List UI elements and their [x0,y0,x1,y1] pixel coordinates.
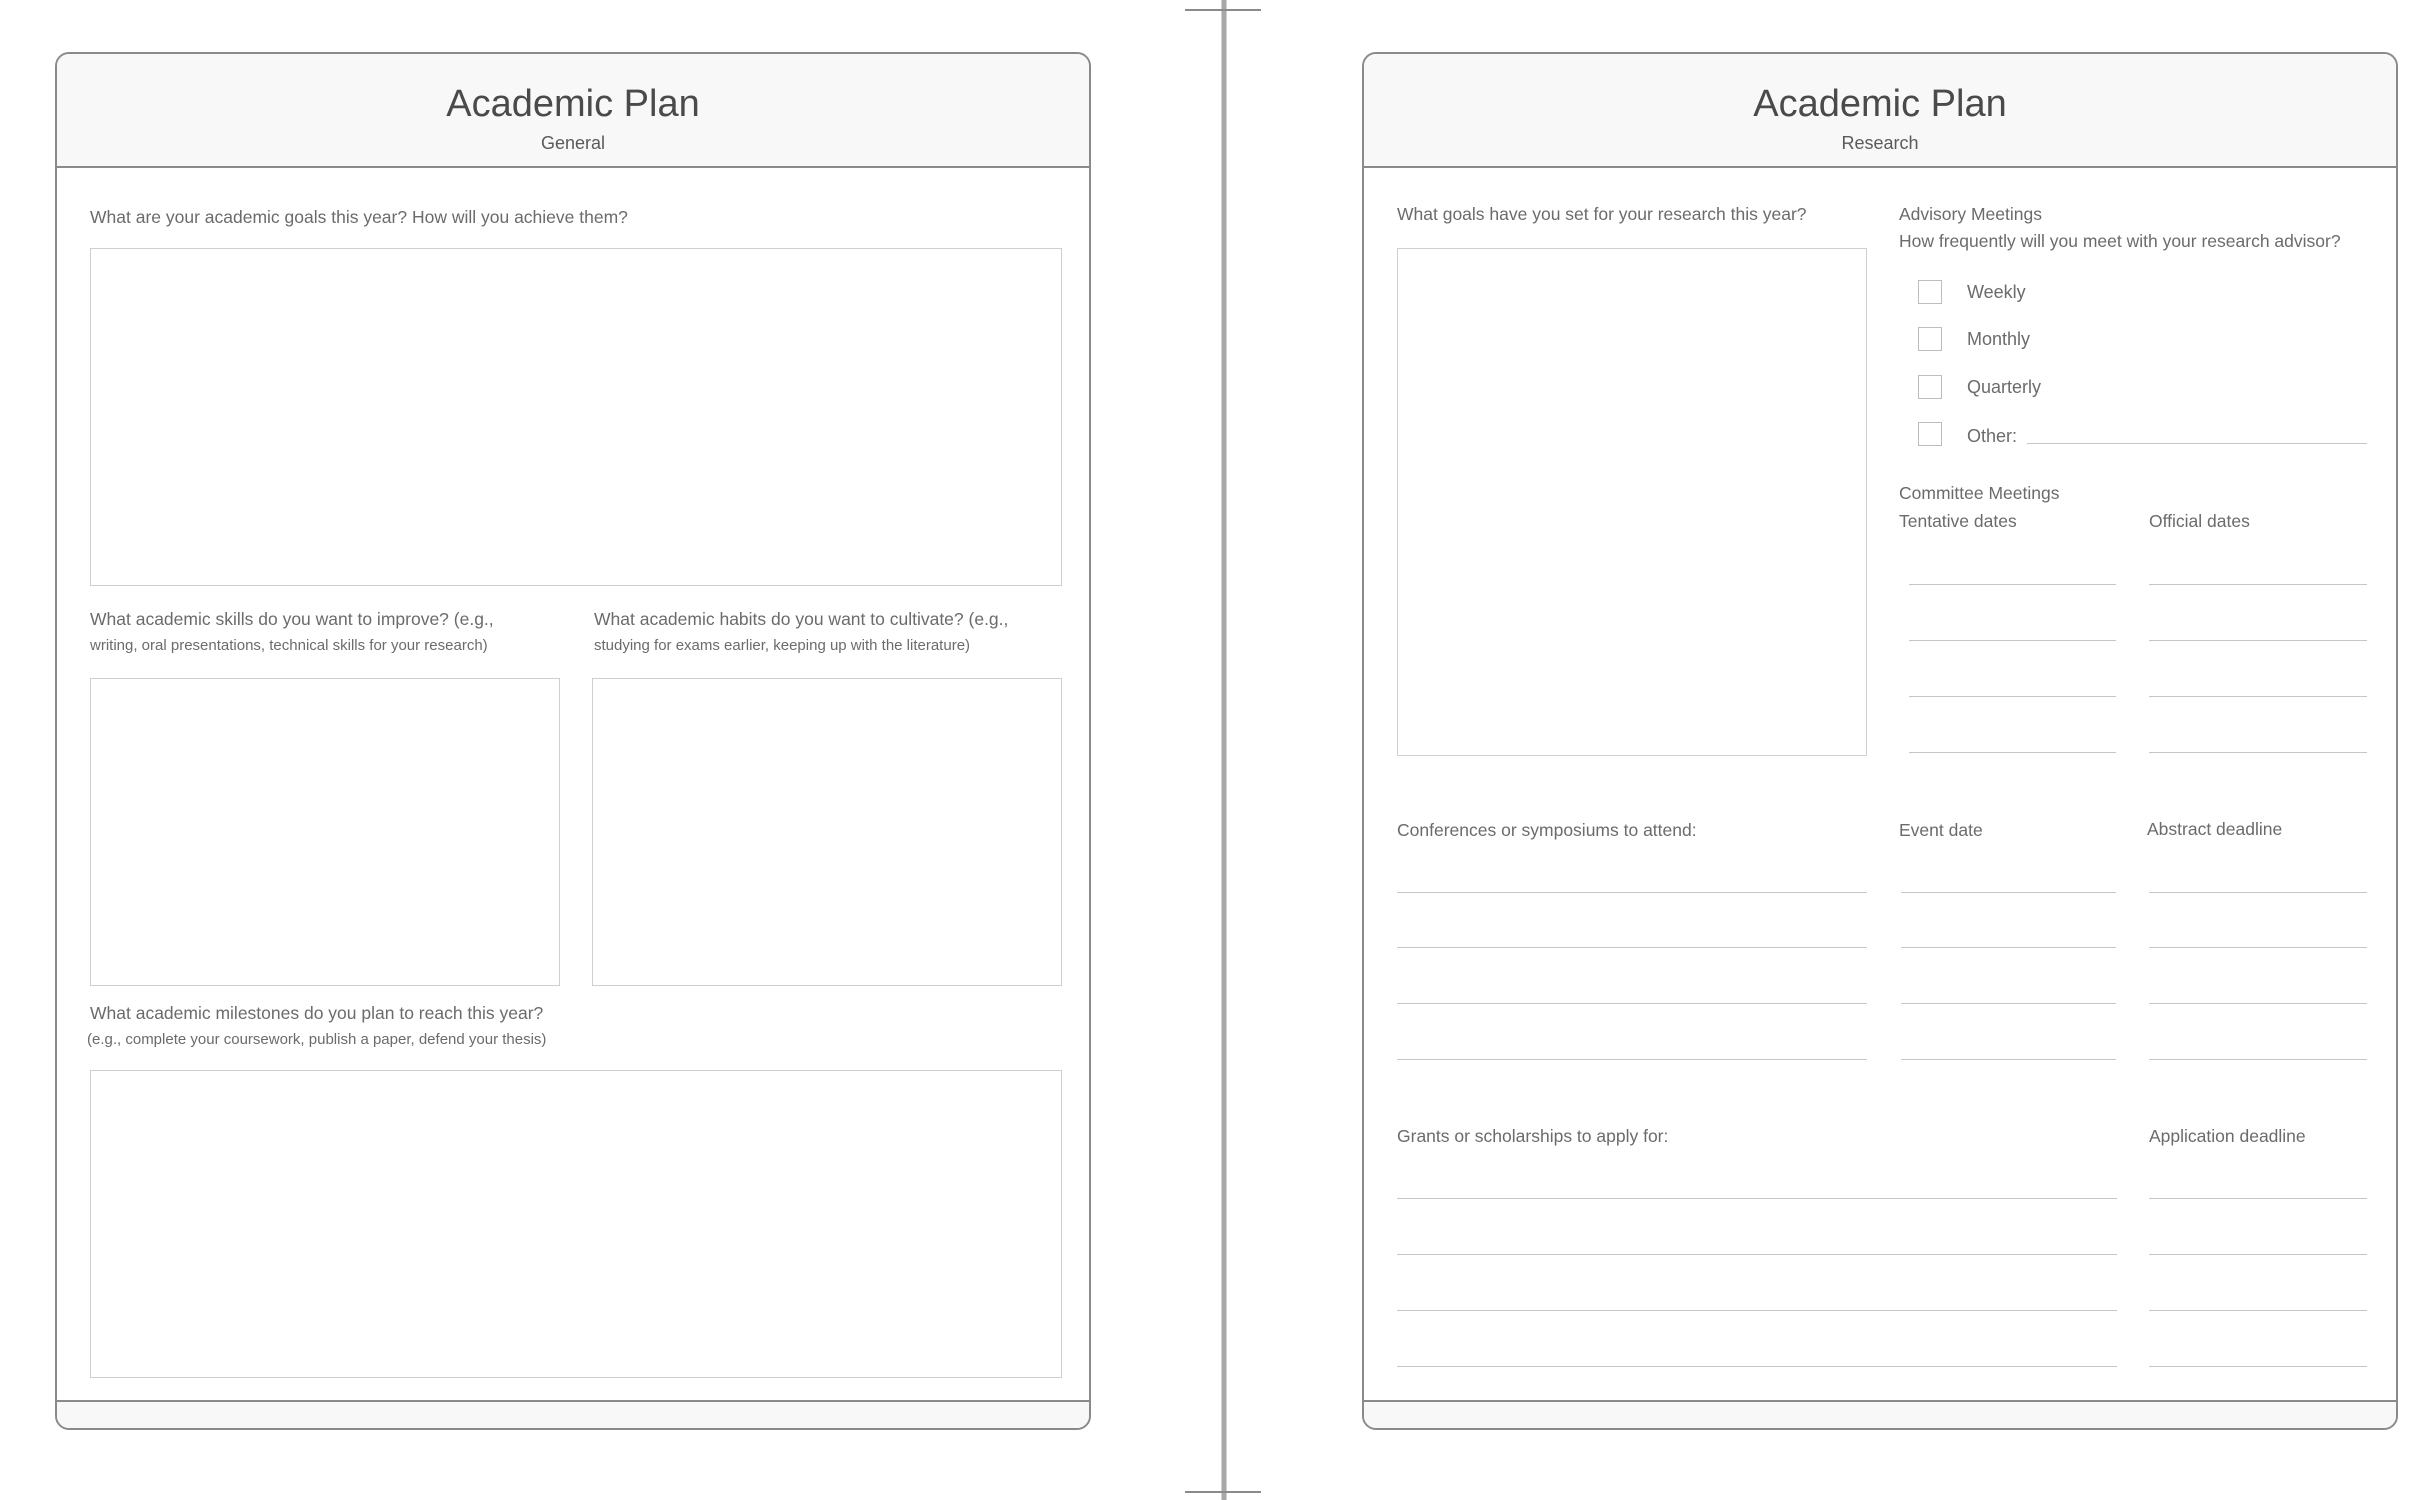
abstract-deadline-line[interactable] [2149,892,2367,893]
grants-label: Grants or scholarships to apply for: [1397,1126,1669,1146]
official-date-line[interactable] [2149,696,2367,697]
grant-line[interactable] [1397,1254,2117,1255]
monthly-checkbox[interactable] [1918,327,1942,351]
other-option-label: Other: [1967,426,2018,446]
official-dates-label: Official dates [2149,511,2250,531]
application-deadline-line[interactable] [2149,1198,2367,1199]
conferences-label: Conferences or symposiums to attend: [1397,820,1697,840]
other-write-in-line[interactable] [2027,443,2367,444]
conference-line[interactable] [1397,1003,1867,1004]
official-date-line[interactable] [2149,752,2367,753]
page-header [57,54,1089,168]
abstract-deadline-line[interactable] [2149,947,2367,948]
quarterly-checkbox[interactable] [1918,375,1942,399]
page-subtitle: Research [1841,133,1919,153]
academic-goals-question: What are your academic goals this year? How will you achieve them? [90,207,628,227]
conference-line[interactable] [1397,947,1867,948]
research-goals-question: What goals have you set for your research this year? [1397,204,1807,224]
spine-bottom-tick [1185,1491,1261,1493]
research-goals-answer-box[interactable] [1397,248,1867,756]
tentative-dates-label: Tentative dates [1899,511,2017,531]
grant-line[interactable] [1397,1366,2117,1367]
official-date-line[interactable] [2149,640,2367,641]
research-plan-page [1362,52,2398,1430]
page-subtitle: General [540,133,606,153]
page-title: Academic Plan [1753,83,2007,125]
application-deadline-label: Application deadline [2149,1126,2306,1146]
quarterly-option-label: Quarterly [1967,377,2042,397]
official-date-line[interactable] [2149,584,2367,585]
event-date-line[interactable] [1901,1059,2116,1060]
page-title: Academic Plan [446,83,700,125]
abstract-deadline-line[interactable] [2149,1059,2367,1060]
grant-line[interactable] [1397,1310,2117,1311]
habits-question-line2: studying for exams earlier, keeping up with the literature) [594,637,971,654]
milestones-question-line1: What academic milestones do you plan to reach this year? [90,1003,544,1023]
grant-line[interactable] [1397,1198,2117,1199]
committee-meetings-heading: Committee Meetings [1899,483,2060,503]
tentative-date-line[interactable] [1909,584,2116,585]
weekly-option-label: Weekly [1967,282,2026,302]
skills-question-line1: What academic skills do you want to improve? (e.g., [90,609,494,629]
abstract-deadline-label: Abstract deadline [2147,819,2283,839]
conference-line[interactable] [1397,892,1867,893]
milestones-question-line2: (e.g., complete your coursework, publish a paper, defend your thesis) [87,1031,547,1048]
advisory-meetings-question: How frequently will you meet with your research advisor? [1899,231,2341,251]
spine-top-tick [1185,9,1261,11]
event-date-line[interactable] [1901,1003,2116,1004]
monthly-option-label: Monthly [1967,329,2031,349]
page-footer [1364,1400,2396,1428]
event-date-label: Event date [1899,820,1983,840]
tentative-date-line[interactable] [1909,696,2116,697]
event-date-line[interactable] [1901,892,2116,893]
advisory-meetings-heading: Advisory Meetings [1899,204,2042,224]
abstract-deadline-line[interactable] [2149,1003,2367,1004]
skills-answer-box[interactable] [90,678,560,986]
binder-spine [1221,0,1227,1500]
page-header [1364,54,2396,168]
habits-question-line1: What academic habits do you want to cultivate? (e.g., [594,609,1009,629]
event-date-line[interactable] [1901,947,2116,948]
weekly-checkbox[interactable] [1918,280,1942,304]
habits-answer-box[interactable] [592,678,1062,986]
milestones-answer-box[interactable] [90,1070,1062,1378]
tentative-date-line[interactable] [1909,752,2116,753]
general-plan-page [55,52,1091,1430]
application-deadline-line[interactable] [2149,1310,2367,1311]
academic-goals-answer-box[interactable] [90,248,1062,586]
skills-question-line2: writing, oral presentations, technical skills for your research) [90,637,488,654]
page-footer [57,1400,1089,1428]
other-checkbox[interactable] [1918,422,1942,446]
tentative-date-line[interactable] [1909,640,2116,641]
application-deadline-line[interactable] [2149,1366,2367,1367]
conference-line[interactable] [1397,1059,1867,1060]
application-deadline-line[interactable] [2149,1254,2367,1255]
